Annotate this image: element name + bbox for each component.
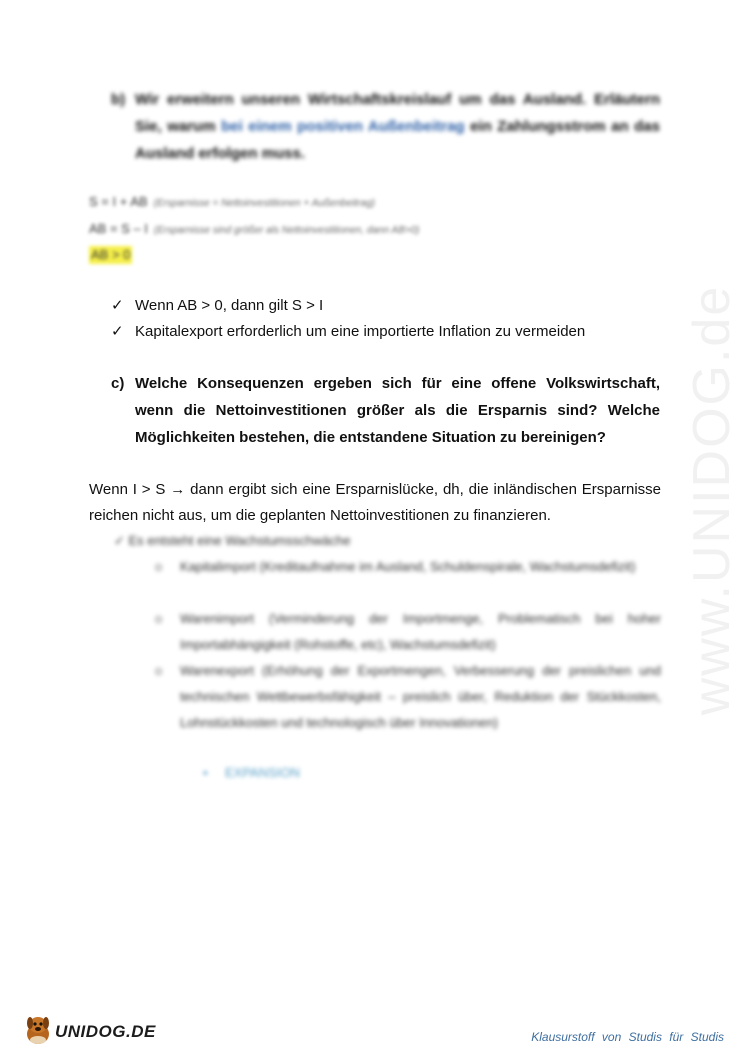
question-b-text (135, 86, 660, 167)
square-bullet-icon: ▪ (203, 765, 208, 780)
check-item-1-text: Wenn AB > 0, dann gilt S > I (135, 297, 324, 314)
question-b-label: b) (111, 91, 126, 108)
formula-2-expr: AB = S – I (89, 221, 148, 236)
footer-slogan: Klausurstoff von Studis für Studis (531, 1030, 724, 1044)
blurred-sub-item-3-text: Warenexport (Erhöhung der Exportmengen, Verbesserung der preislichen und technischen Wettbewerbsfähigkeit – preislich über, Reduktion der Stückkosten, Lohnstückkosten und technologisch über Innovationen) (180, 663, 661, 730)
unidog-logo[interactable] (22, 1012, 156, 1048)
expansion-item (203, 763, 300, 783)
circle-bullet-icon: o (155, 611, 163, 626)
circle-bullet-icon: o (155, 559, 163, 574)
formula-1 (89, 193, 375, 213)
formula-1-expr: S = I + AB (89, 194, 148, 209)
watermark-text: www.UNIDOG.de (683, 284, 741, 716)
expansion-text: EXPANSION (225, 765, 300, 780)
answer-paragraph: Wenn I > S → dann ergibt sich eine Ersparnislücke, dh, die inländischen Ersparnisse reichen nicht aus, um die geplanten Nettoinvestitionen zu finanzieren. (89, 481, 661, 524)
logo-text: UNIDOG.DE (55, 1022, 156, 1041)
question-b-highlight: bei einem positiven Außenbeitrag (221, 118, 465, 135)
blurred-sub-item-2-text: Warenimport (Verminderung der Importmenge, Problematisch bei hoher Importabhängigkeit (Rohstoffe, etc), Wachstumsdefizit) (180, 611, 661, 652)
check-item-2 (111, 322, 585, 342)
checkmark-icon: ✓ (111, 323, 124, 340)
blurred-sub-item-1-text: Kapitalimport (Kreditaufnahme im Ausland, Schuldenspirale, Wachstumsdefizit) (180, 559, 636, 574)
formula-1-note: (Ersparnisse = Nettoinvestitionen + Außenbeitrag) (153, 198, 375, 209)
formula-3-highlighted: AB > 0 (91, 247, 131, 262)
check-item-1 (111, 296, 323, 316)
blurred-list-top: ✓ Es entsteht eine Wachstumsschwäche (114, 533, 351, 548)
formula-2-note: (Ersparnisse sind größer als Nettoinvestitionen, dann AB>0) (153, 225, 420, 236)
checkmark-icon: ✓ (111, 297, 124, 314)
question-c-text: Welche Konsequenzen ergeben sich für eine offene Volkswirtschaft, wenn die Nettoinvestitionen größer als die Ersparnis sind? Welche Möglichkeiten bestehen, die entstandene Situation zu bereinigen? (135, 375, 660, 446)
question-b-text-after: ein Zahlungsstrom an das Ausland erfolgen muss. (135, 118, 660, 162)
dog-mascot-icon (22, 1012, 56, 1048)
question-b-text-before: Wir erweitern unseren Wirtschaftskreislauf um das Ausland. Erläutern Sie, warum (135, 91, 660, 135)
formula-2 (89, 220, 420, 240)
question-c-label: c) (111, 375, 125, 392)
check-item-2-text: Kapitalexport erforderlich um eine importierte Inflation zu vermeiden (135, 323, 586, 340)
circle-bullet-icon: o (155, 663, 163, 678)
